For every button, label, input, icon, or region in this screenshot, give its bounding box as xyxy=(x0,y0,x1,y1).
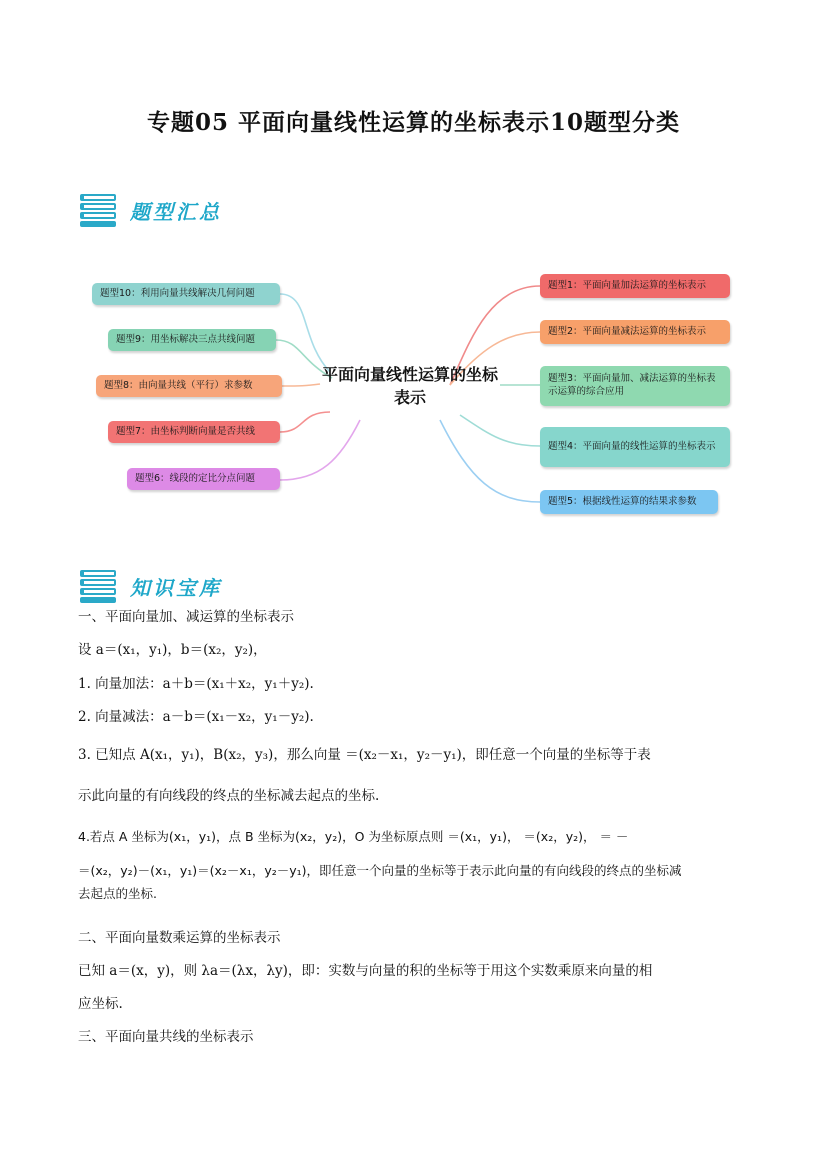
mindmap-node-left-5: 题型6：线段的定比分点问题 xyxy=(127,468,280,490)
mindmap-node-left-3: 题型8：由向量共线（平行）求参数 xyxy=(96,375,282,397)
knowledge-section-header xyxy=(78,568,222,604)
mindmap-node-right-1: 题型1：平面向量加法运算的坐标表示 xyxy=(540,274,730,298)
mindmap-node-right-3: 题型3：平面向量加、减法运算的坐标表示运算的综合应用 xyxy=(540,366,730,406)
summary-label: 题型汇总 xyxy=(130,199,222,224)
text-line-6: 4.若点 A 坐标为(x₁，y₁)，点 B 坐标为(x₂，y₂)，O 为坐标原点则 ＝(x₁，y₁)， ＝(x₂，y₂)， ＝ － xyxy=(78,829,629,844)
page-title: 专题05 平面向量线性运算的坐标表示10题型分类 xyxy=(146,109,681,136)
mindmap-node-left-2: 题型9：用坐标解决三点共线问题 xyxy=(108,329,276,351)
text-line-7: ＝(x₂，y₂)－(x₁，y₁)＝(x₂－x₁，y₂－y₁)，即任意一个向量的坐标等于表示此向量的有向线段的终点的坐标减 xyxy=(78,863,682,878)
text-line-9: 已知 a＝(x，y)，则 λa＝(λx，λy)，即：实数与向量的积的坐标等于用这个实数乘原来向量的相 xyxy=(78,963,653,979)
text-line-3: 2. 向量减法：a－b＝(x₁－x₂，y₁－y₂). xyxy=(78,709,314,725)
mindmap-node-left-1: 题型10：利用向量共线解决几何问题 xyxy=(92,283,280,305)
heading-1: 一、平面向量加、减运算的坐标表示 xyxy=(78,609,294,625)
mindmap-node-left-4: 题型7：由坐标判断向量是否共线 xyxy=(108,421,280,443)
books-icon xyxy=(78,192,120,228)
mindmap-node-right-2: 题型2：平面向量减法运算的坐标表示 xyxy=(540,320,730,344)
text-line-5: 示此向量的有向线段的终点的坐标减去起点的坐标. xyxy=(78,788,380,804)
text-line-4: 3. 已知点 A(x₁，y₁)，B(x₂，y₃)，那么向量 ＝(x₂－x₁，y₂－y₁)，即任意一个向量的坐标等于表 xyxy=(78,747,651,763)
mindmap-node-right-5: 题型5：根据线性运算的结果求参数 xyxy=(540,490,718,514)
knowledge-label: 知识宝库 xyxy=(130,575,222,600)
mindmap xyxy=(0,260,827,530)
books-icon xyxy=(78,568,120,604)
mindmap-center: 平面向量线性运算的坐标表示 xyxy=(321,365,498,408)
summary-section-header xyxy=(78,192,222,228)
heading-3: 三、平面向量共线的坐标表示 xyxy=(78,1029,254,1045)
text-line-2: 1. 向量加法：a＋b＝(x₁＋x₂，y₁＋y₂). xyxy=(78,676,314,692)
text-line-1: 设 a＝(x₁，y₁)，b＝(x₂，y₂)， xyxy=(78,642,267,658)
mindmap-node-right-4: 题型4：平面向量的线性运算的坐标表示 xyxy=(540,427,730,467)
heading-2: 二、平面向量数乘运算的坐标表示 xyxy=(78,930,281,946)
text-line-10: 应坐标. xyxy=(78,996,123,1012)
text-line-8: 去起点的坐标. xyxy=(78,886,157,901)
